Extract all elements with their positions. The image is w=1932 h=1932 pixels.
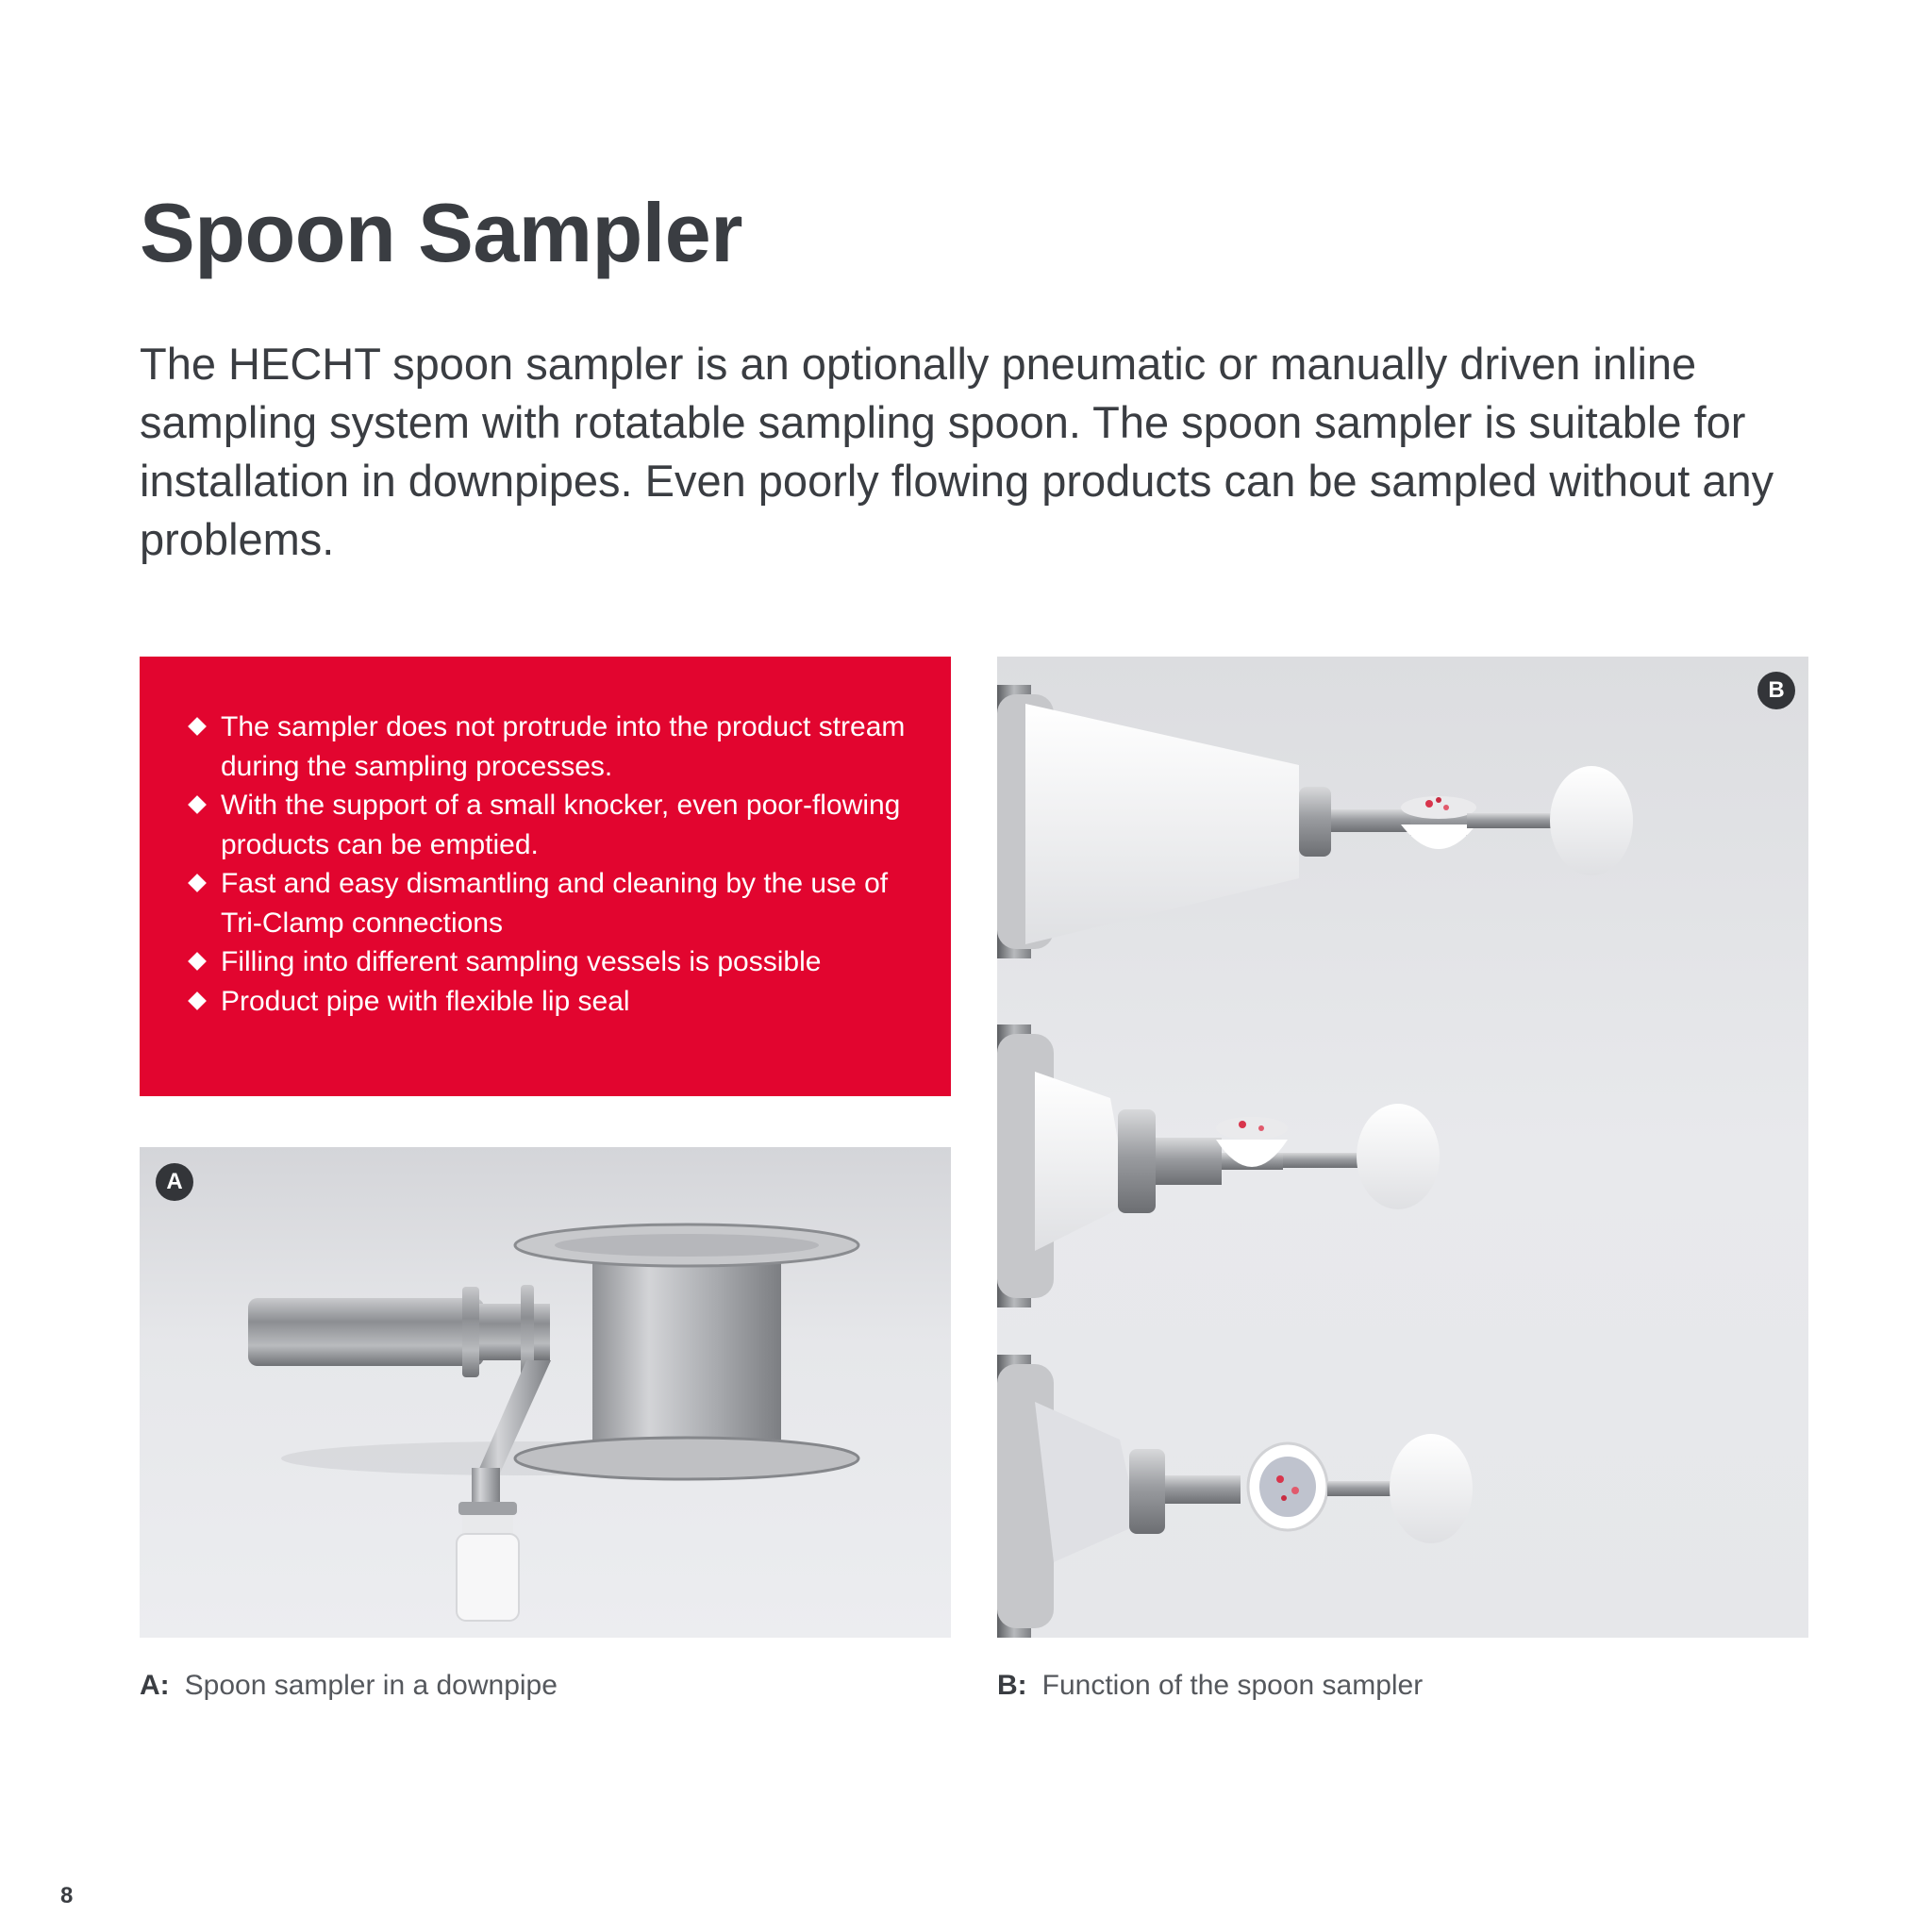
feature-item xyxy=(189,708,913,786)
figure-badge-b: B xyxy=(1757,672,1795,709)
caption-b xyxy=(997,1670,1423,1702)
diamond-bullet-icon xyxy=(188,874,207,892)
diamond-bullet-icon xyxy=(188,717,207,736)
page-number: 8 xyxy=(60,1883,74,1908)
diamond-bullet-icon xyxy=(188,991,207,1010)
spoon-sampler-stages-illustration xyxy=(997,657,1808,1638)
feature-list xyxy=(189,708,913,1021)
feature-item xyxy=(189,982,913,1022)
caption-a xyxy=(140,1670,558,1702)
page-title: Spoon Sampler xyxy=(140,186,742,279)
feature-text: Filling into different sampling vessels is possible xyxy=(221,946,822,977)
caption-a-label: A: xyxy=(140,1670,170,1701)
downpipe-sampler-illustration xyxy=(140,1147,951,1638)
feature-box xyxy=(140,657,951,1096)
feature-item xyxy=(189,864,913,942)
feature-text: The sampler does not protrude into the product stream during the sampling processes. xyxy=(221,711,906,782)
sampler-stage-3 xyxy=(997,1355,1473,1638)
diamond-bullet-icon xyxy=(188,795,207,814)
diamond-bullet-icon xyxy=(188,952,207,971)
intro-paragraph: The HECHT spoon sampler is an optionally pneumatic or manually driven inline sampling system with rotatable sampling spoon. The spoon sampler is suitable for installation in downpipes. Even poorly flowing products can be sampled without any problems. xyxy=(140,339,1774,564)
caption-b-label: B: xyxy=(997,1670,1027,1701)
sampler-stage-1 xyxy=(997,685,1633,958)
feature-item xyxy=(189,786,913,864)
feature-text: Product pipe with flexible lip seal xyxy=(221,985,630,1017)
sampler-stage-2 xyxy=(997,1024,1440,1307)
feature-item xyxy=(189,942,913,982)
figure-badge-a: A xyxy=(156,1163,193,1201)
caption-b-text: Function of the spoon sampler xyxy=(1041,1670,1424,1701)
feature-text: With the support of a small knocker, even poor-flowing products can be emptied. xyxy=(221,790,901,860)
caption-a-text: Spoon sampler in a downpipe xyxy=(184,1670,558,1701)
photo-spoon-sampler-function xyxy=(997,657,1808,1638)
feature-text: Fast and easy dismantling and cleaning by the use of Tri-Clamp connections xyxy=(221,868,889,939)
photo-spoon-sampler-downpipe xyxy=(140,1147,951,1638)
